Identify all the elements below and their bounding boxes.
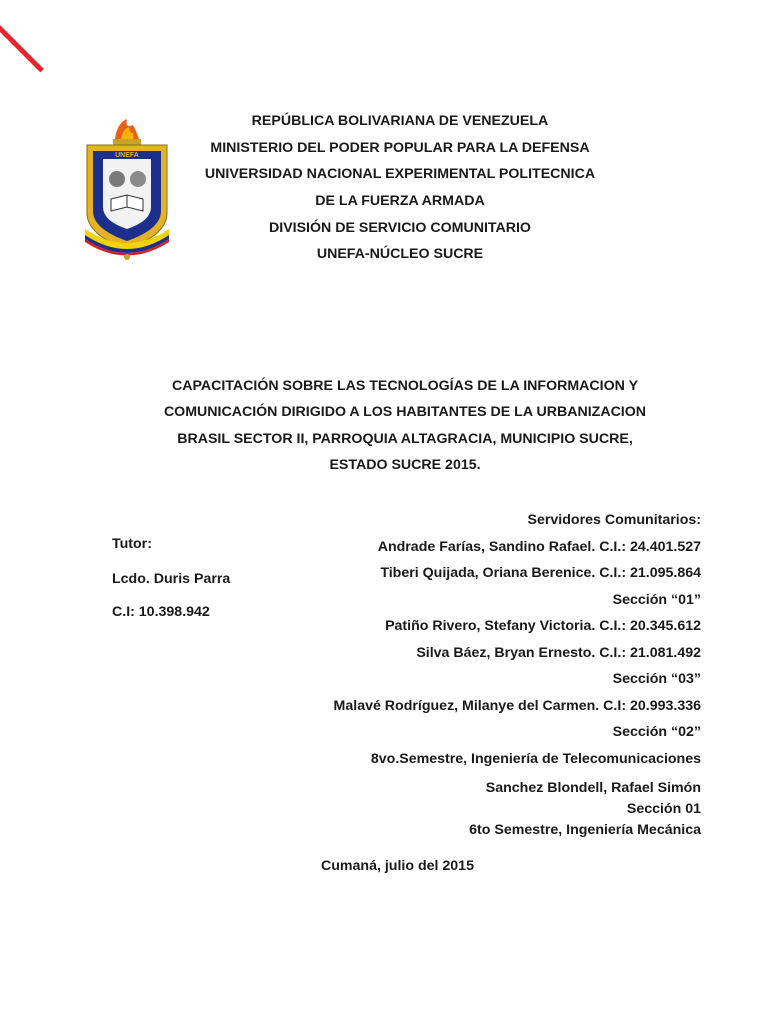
servers-line: Sección “02”: [612, 724, 701, 740]
servers-line: Sección “03”: [612, 671, 701, 687]
tutor-name: Lcdo. Duris Parra: [112, 571, 231, 587]
servers-line: Tiberi Quijada, Oriana Berenice. C.I.: 21.095.864: [380, 565, 701, 581]
document-title: [110, 373, 700, 478]
extra-line: 6to Semestre, Ingeniería Mecánica: [469, 822, 701, 838]
header-line: MINISTERIO DEL PODER POPULAR PARA LA DEFENSA: [210, 139, 590, 156]
header-line: UNIVERSIDAD NACIONAL EXPERIMENTAL POLITECNICA: [204, 166, 596, 183]
tutor-label: Tutor:: [112, 536, 152, 552]
title-line: ESTADO SUCRE 2015.: [329, 456, 481, 473]
institution-header: [150, 108, 650, 268]
title-line: BRASIL SECTOR II, PARROQUIA ALTAGRACIA, MUNICIPIO SUCRE,: [177, 430, 633, 447]
servers-line: Malavé Rodríguez, Milanye del Carmen. C.I: 20.993.336: [333, 697, 701, 714]
title-line: COMUNICACIÓN DIRIGIDO A LOS HABITANTES DE LA URBANIZACION: [163, 404, 647, 421]
tutor-ci: C.I: 10.398.942: [112, 604, 210, 620]
place-date: Cumaná, julio del 2015: [321, 858, 474, 874]
servers-line: 8vo.Semestre, Ingeniería de Telecomunicaciones: [370, 750, 701, 767]
header-line: REPÚBLICA BOLIVARIANA DE VENEZUELA: [251, 113, 549, 129]
title-line: CAPACITACIÓN SOBRE LAS TECNOLOGÍAS DE LA INFORMACION Y: [171, 378, 639, 394]
extra-line: Sección 01: [626, 801, 701, 817]
additional-server: [281, 778, 701, 841]
servers-line: Silva Báez, Bryan Ernesto. C.I.: 21.081.492: [416, 644, 701, 661]
red-corner-mark: [0, 21, 44, 73]
logo-text: UNEFA: [115, 152, 139, 159]
servers-line: Sección “01”: [612, 591, 701, 608]
community-servers-list: [281, 507, 701, 772]
extra-line: Sanchez Blondell, Rafael Simón: [485, 780, 701, 796]
header-line: DE LA FUERZA ARMADA: [315, 193, 485, 210]
servers-line: Servidores Comunitarios:: [527, 512, 701, 528]
servers-line: Patiño Rivero, Stefany Victoria. C.I.: 20.345.612: [385, 618, 701, 634]
header-line: DIVISIÓN DE SERVICIO COMUNITARIO: [269, 219, 531, 236]
servers-line: Andrade Farías, Sandino Rafael. C.I.: 24.401.527: [377, 538, 701, 555]
header-line: UNEFA-NÚCLEO SUCRE: [316, 246, 484, 263]
